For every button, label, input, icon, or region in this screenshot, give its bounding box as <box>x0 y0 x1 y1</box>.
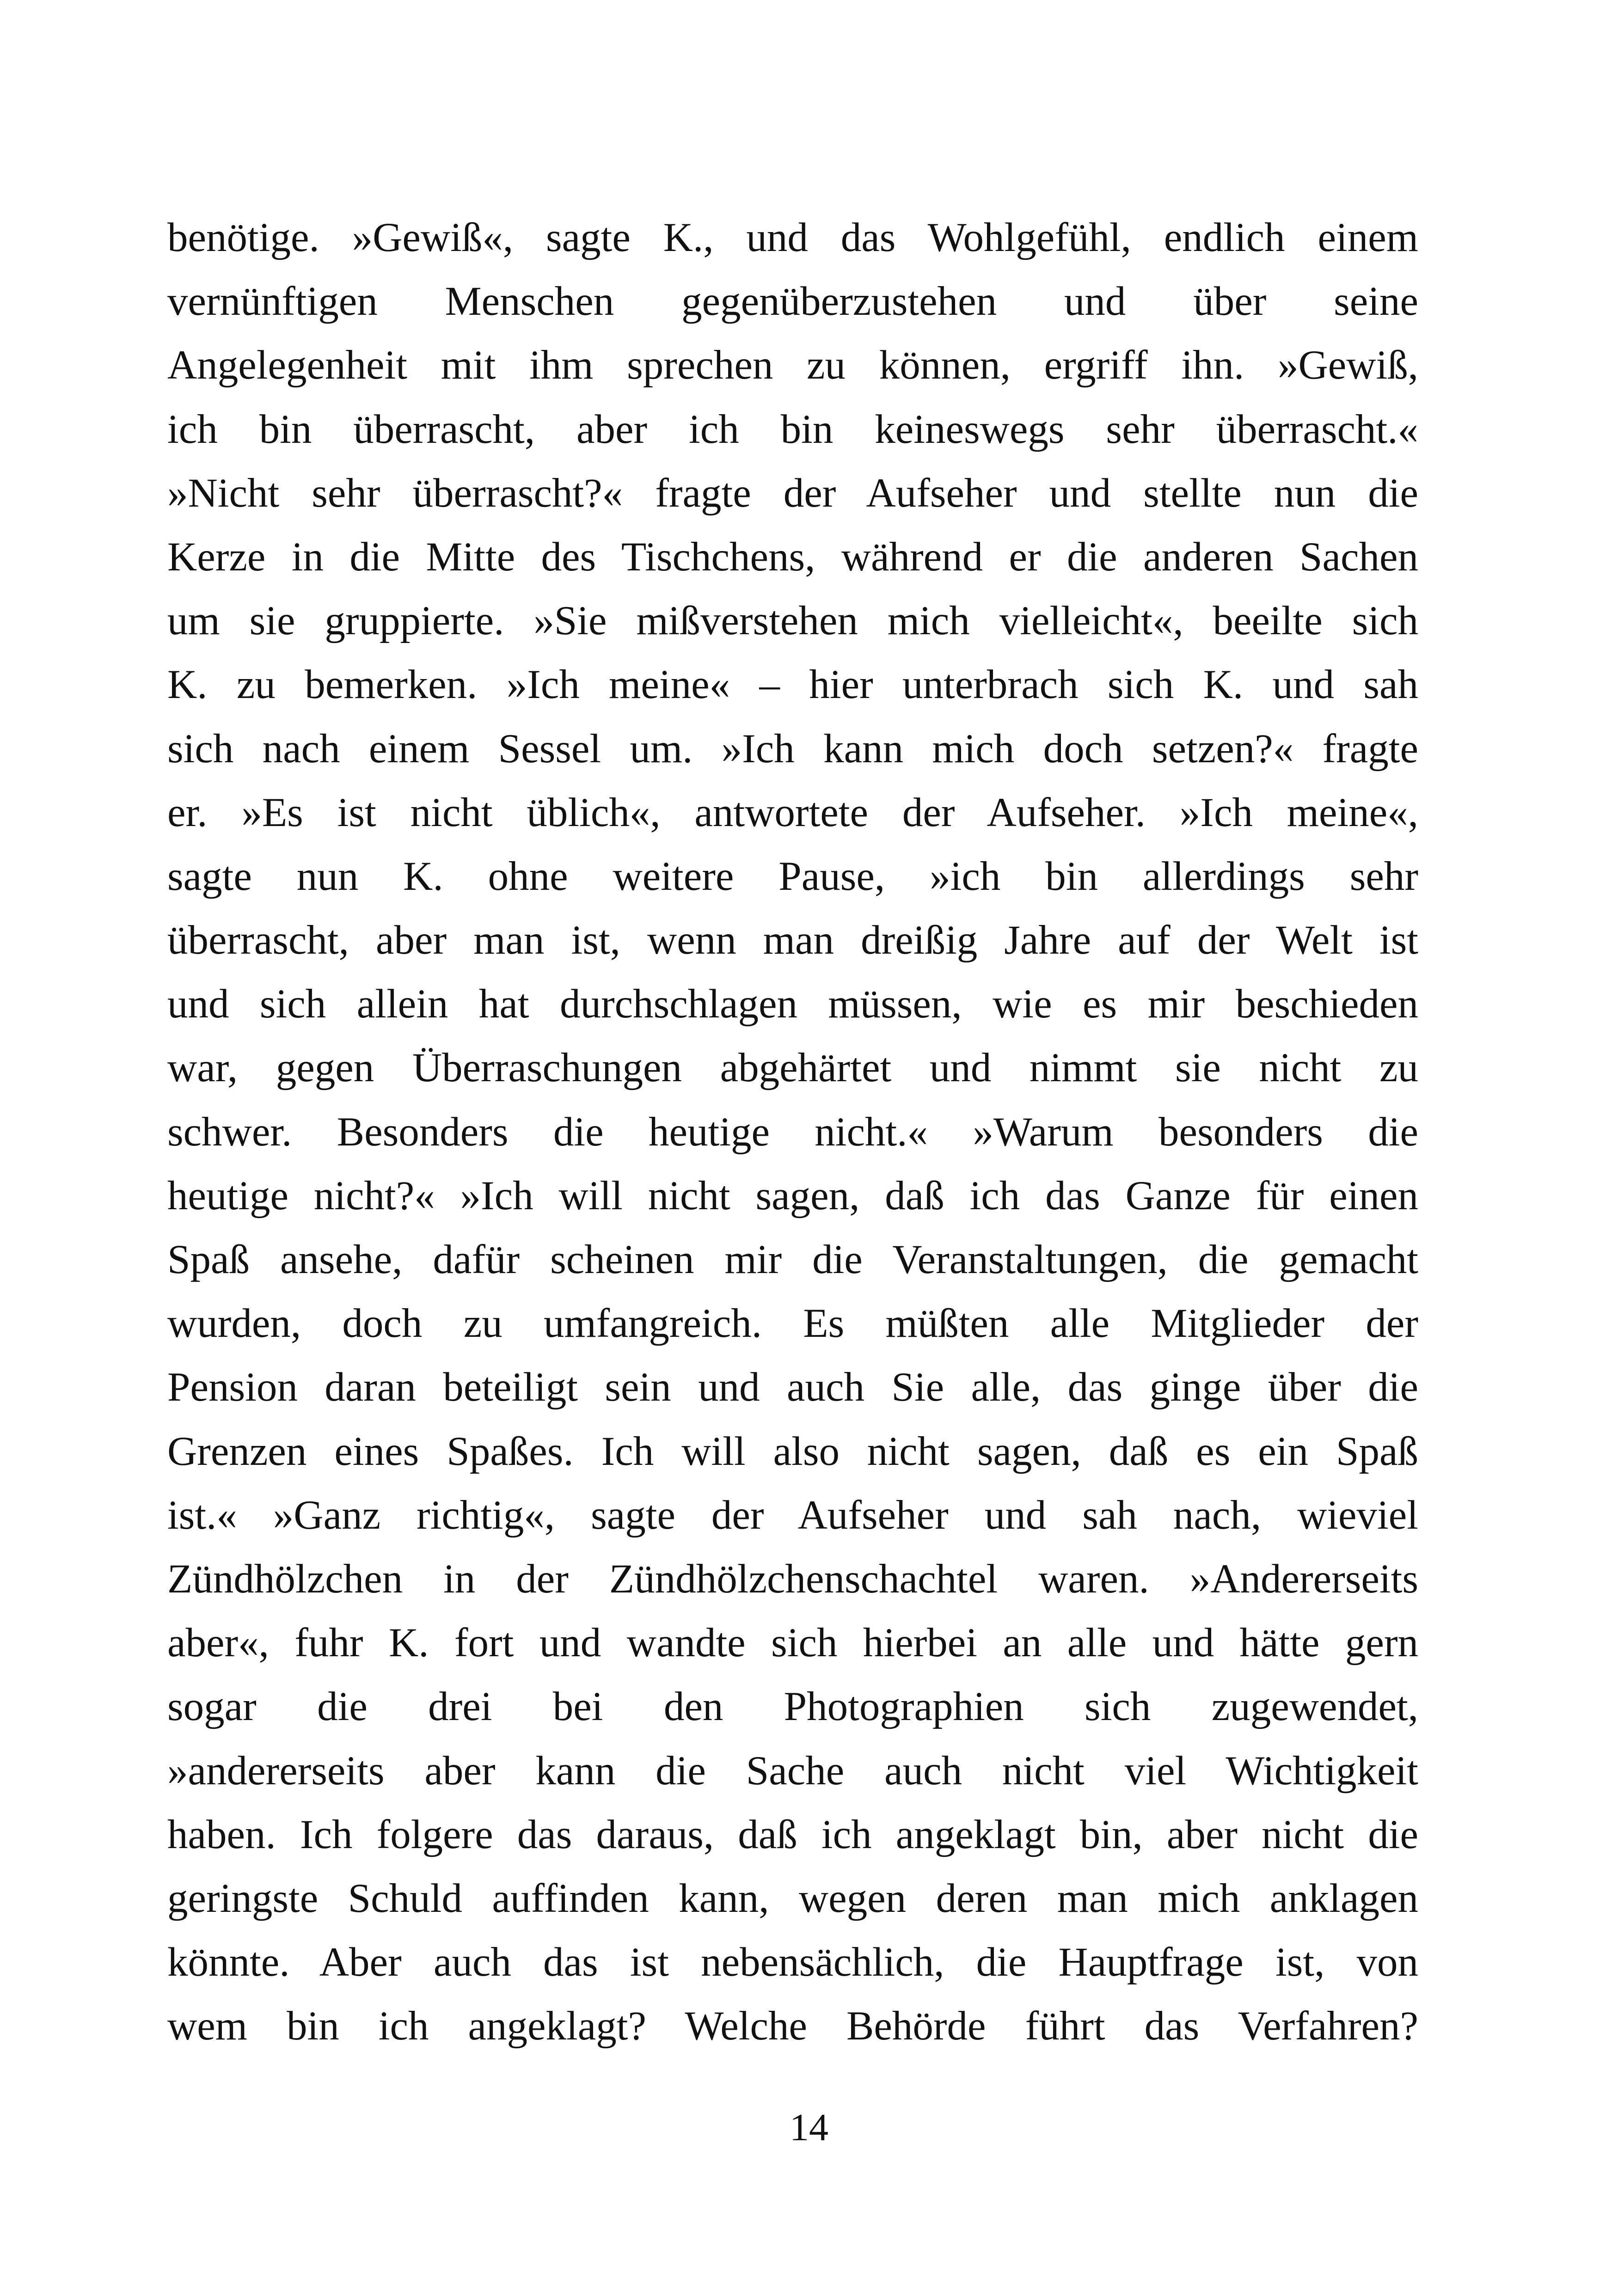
text-line: Zündhölzchen in der Zündhölzchenschachtel waren. »Andererseits <box>167 1556 1418 1602</box>
text-line: ist.« »Ganz richtig«, sagte der Aufseher und sah nach, wieviel <box>167 1492 1418 1538</box>
text-line: aber«, fuhr K. fort und wandte sich hierbei an alle und hätte gern <box>167 1620 1418 1666</box>
text-line: überrascht, aber man ist, wenn man dreißig Jahre auf der Welt ist <box>167 918 1418 963</box>
text-line: er. »Es ist nicht üblich«, antwortete der Aufseher. »Ich meine«, <box>167 790 1418 835</box>
text-line: war, gegen Überraschungen abgehärtet und nimmt sie nicht zu <box>167 1045 1418 1091</box>
text-line: könnte. Aber auch das ist nebensächlich, die Hauptfrage ist, von <box>167 1940 1418 1985</box>
text-line: sagte nun K. ohne weitere Pause, »ich bin allerdings sehr <box>167 853 1418 899</box>
text-line: wurden, doch zu umfangreich. Es müßten alle Mitglieder der <box>167 1301 1418 1347</box>
body-text <box>167 206 1418 2058</box>
page-number: 14 <box>790 2106 828 2149</box>
text-line: geringste Schuld auffinden kann, wegen deren man mich anklagen <box>167 1875 1418 1921</box>
text-line: um sie gruppierte. »Sie mißverstehen mich vielleicht«, beeilte sich <box>167 598 1418 644</box>
text-line: heutige nicht?« »Ich will nicht sagen, daß ich das Ganze für einen <box>167 1173 1418 1218</box>
text-line: haben. Ich folgere das daraus, daß ich angeklagt bin, aber nicht die <box>167 1812 1418 1857</box>
text-line: Grenzen eines Spaßes. Ich will also nicht sagen, daß es ein Spaß <box>167 1428 1418 1474</box>
text-line: »Nicht sehr überrascht?« fragte der Aufseher und stellte nun die <box>167 470 1418 516</box>
text-line: »andererseits aber kann die Sache auch nicht viel Wichtigkeit <box>167 1748 1418 1794</box>
text-line: sogar die drei bei den Photographien sich zugewendet, <box>167 1684 1418 1730</box>
text-line: Angelegenheit mit ihm sprechen zu können, ergriff ihn. »Gewiß, <box>167 343 1418 388</box>
text-line: wem bin ich angeklagt? Welche Behörde führt das Verfahren? <box>167 2003 1418 2049</box>
text-line: K. zu bemerken. »Ich meine« – hier unterbrach sich K. und sah <box>167 662 1418 708</box>
text-line: Spaß ansehe, dafür scheinen mir die Veranstaltungen, die gemacht <box>167 1237 1418 1282</box>
text-line: Kerze in die Mitte des Tischchens, während er die anderen Sachen <box>167 534 1418 580</box>
text-line: und sich allein hat durchschlagen müssen, wie es mir beschieden <box>167 981 1418 1027</box>
text-line: sich nach einem Sessel um. »Ich kann mich doch setzen?« fragte <box>167 726 1418 771</box>
text-line: schwer. Besonders die heutige nicht.« »Warum besonders die <box>167 1109 1418 1155</box>
text-line: ich bin überrascht, aber ich bin keineswegs sehr überrascht.« <box>167 406 1418 452</box>
text-line: benötige. »Gewiß«, sagte K., und das Wohlgefühl, endlich einem <box>167 215 1418 260</box>
text-line: Pension daran beteiligt sein und auch Sie alle, das ginge über die <box>167 1365 1418 1410</box>
text-line: vernünftigen Menschen gegenüberzustehen und über seine <box>167 279 1418 325</box>
